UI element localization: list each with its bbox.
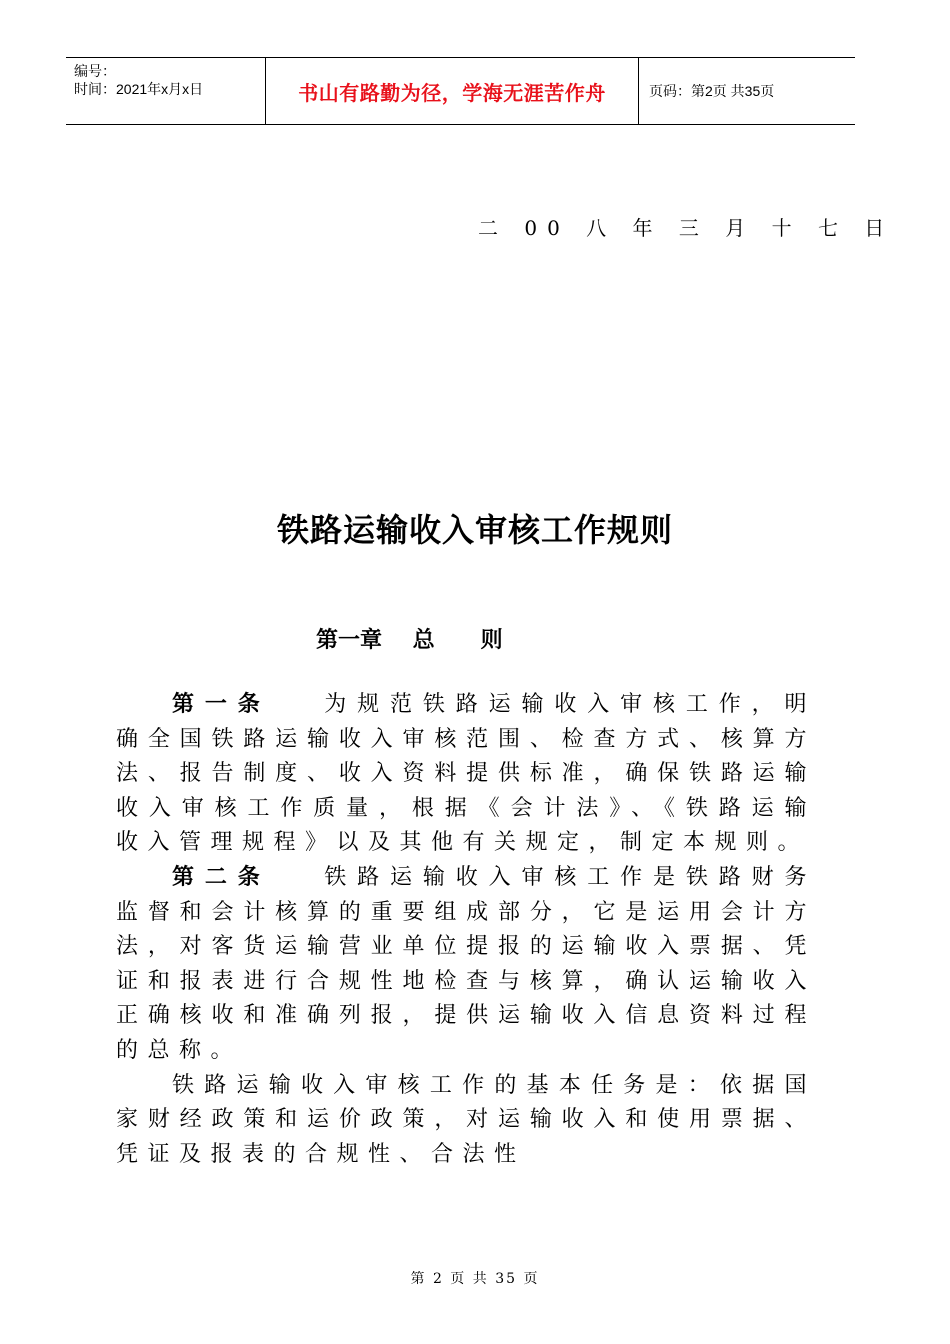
- article-text: 铁路运输收入审核工作是铁路财务监督和会计核算的重要组成部分，它是运用会计方法，对客货运输营业单位提报的运输收入票据、凭证和报表进行合规性地检查与核算，确认运输收入正确核收和准确列报，提供运输收入信息资料过程的总称。: [116, 864, 816, 1063]
- document-header: [66, 57, 855, 125]
- article-label: 第二条: [172, 864, 271, 890]
- document-date: 二 00 八 年 三 月 十 七 日: [478, 216, 895, 240]
- chapter-heading: 第一章 总 则: [316, 628, 503, 653]
- document-body: [116, 688, 816, 1172]
- header-page-number: 页码：第2页 共35页: [649, 83, 775, 99]
- article-paragraph: [116, 861, 816, 1069]
- paragraph-text: 铁路运输收入审核工作的基本任务是：依据国家财经政策和运价政策，对运输收入和使用票据、凭证及报表的合规性、合法性: [116, 1072, 816, 1167]
- body-paragraph: [116, 1069, 816, 1173]
- document-time-label: 时间：2021年x月x日: [74, 81, 204, 97]
- article-paragraph: [116, 688, 816, 861]
- header-meta-cell: [66, 58, 266, 124]
- document-number-label: 编号：: [74, 63, 116, 79]
- document-title: 铁路运输收入审核工作规则: [276, 511, 673, 549]
- article-label: 第一条: [172, 692, 271, 717]
- page-footer: 第 2 页 共 35 页: [410, 1271, 540, 1287]
- article-text: 为规范铁路运输收入审核工作，明确全国铁路运输收入审核范围、检查方式、核算方法、报告制度、收入资料提供标准，确保铁路运输收入审核工作质量，根据《会计法》、《铁路运输收入管理规程》以及其他有关规定，制定本规则。: [116, 692, 816, 856]
- header-motto: 书山有路勤为径，学海无涯苦作舟: [266, 58, 639, 124]
